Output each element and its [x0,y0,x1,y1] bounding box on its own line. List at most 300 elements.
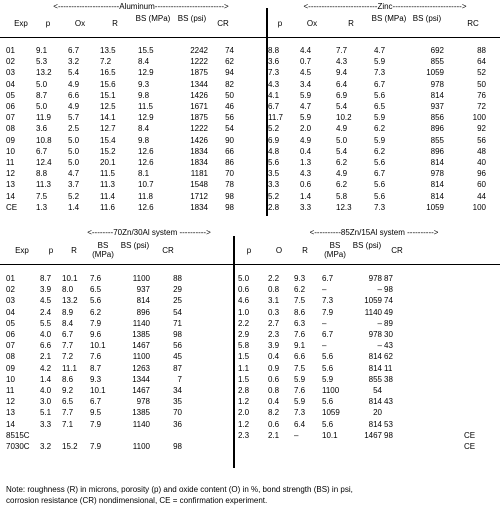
bottom-header-cell: BS (psi) [120,241,150,250]
table-cell: 44 [477,191,486,201]
table-cell: 3.2 [68,57,80,67]
table-cell: 11.3 [100,180,115,190]
table-cell: 87 [173,363,182,373]
table-cell: 5.6 [374,90,386,100]
table-cell: 8.6 [294,307,306,317]
table-cell: 15.1 [100,90,116,100]
table-cell: 90 [225,135,234,145]
table-cell: 9.8 [138,90,150,100]
table-cell: 11 [384,363,393,373]
table-cell: 6.9 [268,135,280,145]
table-cell: 7.6 [90,274,102,283]
table-cell: 4.5 [300,68,312,78]
table-cell: 1.5 [238,374,250,384]
table-cell: 8.9 [62,307,74,317]
table-cell: 89 [384,318,393,328]
experiment-id: 11 [6,158,15,167]
table-cell: 1385 [132,330,150,339]
table-cell: 38 [384,374,393,384]
table-cell: 978 [136,397,150,407]
table-cell: 10.1 [322,430,338,440]
table-cell: 978 [368,330,382,339]
experiment-id: 8515C [6,430,30,440]
table-cell: 937 [430,102,444,111]
table-cell: 5.0 [336,135,348,145]
table-cell: 29 [173,285,182,295]
table-cell: 10.1 [62,274,78,283]
table-cell: 4.9 [336,124,348,134]
table-cell: 6.2 [336,180,348,190]
top-header-cell: BS (MPa) [371,14,407,23]
table-cell: 13.2 [62,296,78,306]
table-cell: 50 [225,90,234,100]
table-cell: 87 [384,274,393,283]
table-cell: 0.4 [268,397,280,407]
table-cell: 814 [430,90,444,100]
bottom-header-cell: R [71,246,77,255]
table-cell: 6.2 [374,124,386,134]
table-cell: 0.4 [300,146,312,156]
experiment-id: 03 [6,296,15,306]
table-cell: 5.0 [68,158,80,167]
table-cell: 62 [225,57,234,67]
table-cell: 1.3 [36,202,48,212]
table-cell: 1.0 [238,307,250,317]
table-cell: 54 [225,124,234,134]
table-cell: 43 [384,341,393,351]
table-cell: 30 [384,330,393,339]
table-cell: 7.5 [36,191,48,201]
table-cell: 5.9 [300,90,312,100]
table-cell: 856 [430,113,444,123]
table-cell: 855 [430,57,444,67]
section-divider-bottom [233,236,235,468]
table-cell: 814 [368,419,382,429]
table-cell: 2.0 [238,408,250,418]
table-cell: 5.4 [68,68,80,78]
table-cell: 7.6 [294,330,306,339]
table-cell: 2.0 [300,124,312,134]
table-cell: 92 [477,124,486,134]
table-cell: 0.9 [268,363,280,373]
table-cell: 11.3 [36,180,51,190]
table-cell: 8.7 [40,274,52,283]
table-cell: 0.6 [268,374,280,384]
table-cell: 8.8 [36,169,48,179]
table-cell: 1140 [132,318,150,328]
bottom-header-cell: R [302,246,308,255]
table-cell: 12.6 [138,158,154,167]
table-cell: 15.2 [100,146,116,156]
table-cell: 7.2 [62,352,74,362]
experiment-id: 12 [6,169,15,179]
table-cell: 2.8 [238,386,250,395]
table-cell: 5.6 [322,419,334,429]
table-cell: 5.0 [68,135,80,145]
table-cell: 0.3 [268,307,280,317]
table-cell: 2.7 [268,318,280,328]
table-cell: 6.7 [90,397,102,407]
table-cell: 7.5 [294,296,306,306]
table-cell: 5.6 [374,158,386,167]
table-cell: 14.1 [100,113,116,123]
table-cell: 692 [430,46,444,55]
table-cell: 15.2 [62,442,78,451]
bottom-header-cell: BS (MPa) [92,241,114,259]
table-cell: 814 [430,180,444,190]
table-cell: 88 [477,46,486,55]
table-cell: 74 [225,46,234,55]
table-cell: 8.7 [90,363,102,373]
table-cell: 9.8 [138,135,150,145]
table-cell: 937 [136,285,150,295]
aluminum-section-title: <-----------------------Aluminum--------------------------> [53,2,229,11]
table-cell: 71 [173,318,182,328]
table-cell: 5.2 [68,191,80,201]
table-cell: 20.1 [100,158,116,167]
table-cell: 1385 [132,408,150,418]
table-cell: – [322,285,327,295]
table-cell: 4.7 [374,46,386,55]
table-cell: 1834 [190,202,208,212]
table-cell: 54 [173,307,182,317]
table-cell: 9.1 [294,341,306,351]
bottom-header-cell: O [275,246,283,255]
experiment-id: 14 [6,191,15,201]
table-cell: 2.5 [68,124,80,134]
footnote-line-1: Note: roughness (R) in microns, porosity (p) and oxide content (O) in %, bond strength (BS) in psi, [6,485,353,494]
table-cell: 3.4 [300,79,312,89]
table-cell: 5.9 [294,397,306,407]
table-cell: 10.8 [36,135,52,145]
top-header-cell: p [277,19,283,28]
table-cell: 6.3 [294,318,306,328]
experiment-id: 02 [6,285,15,295]
table-cell: 96 [477,169,486,179]
bottom-header-cell: BS (psi) [352,241,382,250]
table-cell: 896 [430,124,444,134]
table-cell: 4.9 [68,79,80,89]
table-cell: 98 [384,285,393,295]
table-cell: 1.1 [238,363,250,373]
table-cell: 11.5 [100,169,115,179]
table-cell: 6.2 [374,146,386,156]
table-cell: 6.7 [322,330,334,339]
top-header-cell: RC [467,19,479,28]
table-cell: 5.9 [374,113,386,123]
table-cell: 855 [368,374,382,384]
table-cell: CE [464,442,476,451]
table-cell: 8.7 [36,90,48,100]
experiment-id: 04 [6,307,15,317]
table-cell: 814 [368,352,382,362]
table-cell: 52 [477,68,486,78]
experiment-id: 13 [6,180,15,190]
table-cell: 7.6 [90,352,102,362]
table-cell: 11.7 [268,113,283,123]
table-cell: 1059 [426,202,444,212]
table-cell: – [377,318,382,328]
top-header-cell: Ox [74,19,86,28]
table-cell: 8.4 [138,124,150,134]
table-cell: 1222 [190,124,208,134]
table-cell: 4.9 [68,102,80,111]
table-cell: 7 [177,374,182,384]
table-cell: 9.3 [138,79,150,89]
bottom-header-cell: Exp [15,246,29,255]
table-cell: 8.4 [62,318,74,328]
experiment-id: 08 [6,124,15,134]
experiment-id: 14 [6,419,15,429]
table-cell: 34 [173,386,182,395]
table-cell: 7.6 [294,386,306,395]
table-cell: 78 [225,180,234,190]
table-cell: 15.6 [100,79,116,89]
table-cell: 1.2 [238,397,250,407]
table-cell: 3.3 [40,419,52,429]
table-cell: 82 [225,79,234,89]
table-cell: 48 [477,146,486,156]
top-header-cell: BS (psi) [412,14,442,23]
table-cell: 12.5 [100,102,116,111]
table-cell: 60 [477,180,486,190]
experiment-id: 08 [6,352,15,362]
footnote-line-2: corrosion resistance (CR) nondimensional, CE = confirmation experiment. [6,496,268,505]
table-cell: 9.5 [90,408,102,418]
table-cell: 54 [373,386,382,395]
table-cell: 1.4 [300,191,312,201]
table-cell: 1100 [132,352,150,362]
table-cell: 1467 [364,430,382,440]
experiment-id: 03 [6,68,15,78]
table-cell: 7.9 [90,419,102,429]
table-cell: 13.5 [100,46,116,55]
table-cell: 5.6 [322,397,334,407]
table-cell: 12.4 [36,158,52,167]
table-cell: 5.9 [374,57,386,67]
table-cell: 86 [225,158,234,167]
table-cell: 100 [472,202,486,212]
table-cell: 3.9 [268,341,280,351]
table-cell: – [294,430,299,440]
table-cell: 1344 [132,374,150,384]
top-header-cell: R [112,19,118,28]
table-cell: 6.5 [62,397,74,407]
table-cell: 1.5 [238,352,250,362]
top-header-cell: p [45,19,51,28]
table-cell: 76 [477,90,486,100]
experiment-id: 09 [6,363,15,373]
table-cell: 6.2 [336,158,348,167]
table-cell: 3.2 [40,442,52,451]
table-cell: – [377,285,382,295]
table-cell: 9.6 [90,330,102,339]
table-cell: 5.6 [268,158,280,167]
table-cell: 43 [384,397,393,407]
table-cell: 7.3 [294,408,306,418]
table-cell: 6.5 [374,102,386,111]
table-cell: 6.7 [268,102,280,111]
table-cell: 5.6 [322,363,334,373]
table-cell: 8.8 [268,46,280,55]
table-cell: 1.3 [300,158,312,167]
experiment-id: 07 [6,113,15,123]
table-cell: 0.6 [238,285,250,295]
table-cell: 3.0 [40,397,52,407]
table-cell: 814 [368,397,382,407]
table-cell: 2242 [190,46,208,55]
table-cell: 6.9 [336,90,348,100]
table-cell: 6.4 [336,79,348,89]
table-cell: 1712 [190,191,208,201]
table-cell: 20 [373,408,382,418]
table-cell: 4.0 [40,330,52,339]
experiment-id: 10 [6,146,15,156]
table-cell: 70 [225,169,234,179]
table-cell: 8.2 [268,408,280,418]
bottom-header-cell: CR [391,246,403,255]
table-cell: 2.9 [238,330,250,339]
table-cell: 1100 [132,442,150,451]
table-cell: 5.0 [36,102,48,111]
table-cell: 35 [173,397,182,407]
table-cell: 7.9 [90,318,102,328]
top-header-cell: R [348,19,354,28]
table-cell: 12.6 [138,202,154,212]
table-cell: 8.1 [138,169,150,179]
table-cell: 3.6 [36,124,48,134]
zn15al-section-title: <----------85Zn/15Al system ----------> [309,228,439,237]
table-cell: 2.2 [238,318,250,328]
table-cell: 1875 [190,113,208,123]
table-cell: 1263 [132,363,150,373]
table-cell: 6.6 [68,90,80,100]
table-cell: 7.3 [268,68,280,78]
table-cell: – [322,318,327,328]
table-cell: 1426 [190,90,208,100]
table-cell: 978 [430,79,444,89]
table-cell: 16.5 [100,68,116,78]
table-cell: 5.6 [374,180,386,190]
top-header-cell: BS (MPa) [135,14,171,23]
table-cell: 2.2 [268,274,280,283]
experiment-id: 12 [6,397,15,407]
table-cell: 1834 [190,146,208,156]
experiment-id: 07 [6,341,15,351]
table-cell: 1834 [190,158,208,167]
table-cell: – [322,341,327,351]
table-cell: 10.1 [90,341,106,351]
table-cell: 896 [430,146,444,156]
experiment-id: 06 [6,102,15,111]
table-cell: 5.0 [36,79,48,89]
table-cell: 3.1 [268,296,280,306]
table-cell: 15.5 [138,46,154,55]
table-cell: 5.5 [40,318,52,328]
table-cell: 8.0 [62,285,74,295]
table-cell: 56 [477,135,486,145]
table-cell: 5.4 [336,102,348,111]
table-cell: 8.6 [62,374,74,384]
zn30al-section-title: <--------70Zn/30Al system ----------> [87,228,211,237]
bottom-header-cell: p [48,246,54,255]
table-cell: 7.7 [336,46,348,55]
table-cell: 2.1 [40,352,52,362]
table-cell: 0.7 [300,57,312,67]
table-cell: 6.7 [62,330,74,339]
table-cell: 6.7 [374,79,386,89]
table-cell: 6.7 [68,46,80,55]
table-cell: 1671 [190,102,208,111]
table-cell: 1100 [322,386,340,395]
table-cell: 9.3 [294,274,306,283]
table-cell: 12.7 [100,124,116,134]
table-cell: 46 [225,102,234,111]
table-cell: 2.3 [238,430,250,440]
table-cell: 5.6 [374,191,386,201]
table-cell: 5.1 [40,408,52,418]
table-cell: 9.4 [336,68,348,78]
table-cell: 896 [136,307,150,317]
table-cell: 1426 [190,135,208,145]
table-cell: 1140 [364,307,382,317]
table-cell: 3.5 [268,169,280,179]
table-cell: 74 [384,296,393,306]
table-cell: 978 [368,274,382,283]
table-cell: 5.9 [294,374,306,384]
table-cell: 4.3 [300,169,312,179]
table-cell: 3.6 [268,57,280,67]
table-cell: 5.6 [322,352,334,362]
table-cell: 2.4 [40,307,52,317]
table-cell: 6.6 [40,341,52,351]
table-cell: 1467 [132,386,150,395]
table-cell: 2.1 [268,430,280,440]
top-header-cell: BS (psi) [177,14,207,23]
table-cell: 4.8 [268,146,280,156]
table-cell: 0.8 [268,386,280,395]
table-cell: 12.9 [138,113,154,123]
table-cell: 3.7 [68,180,80,190]
table-cell: 36 [173,419,182,429]
table-cell: 814 [430,158,444,167]
table-cell: 1181 [190,169,208,179]
table-cell: 814 [136,296,150,306]
table-cell: 11.1 [62,363,77,373]
table-cell: 5.7 [68,113,80,123]
table-cell: 1.2 [238,419,250,429]
table-cell: 98 [173,330,182,339]
bottom-header-cell: CR [162,246,174,255]
table-cell: 7.1 [62,419,74,429]
table-cell: 56 [225,113,234,123]
table-cell: 4.9 [336,169,348,179]
top-header-cell: Ox [306,19,318,28]
table-cell: 11.9 [36,113,51,123]
table-cell: 0.4 [268,352,280,362]
table-cell: 98 [225,191,234,201]
table-cell: 1875 [190,68,208,78]
bottom-header-cell: BS (MPa) [324,241,346,259]
table-cell: 4.1 [268,90,280,100]
top-header-rule [0,37,500,38]
table-cell: 4.2 [40,363,52,373]
experiment-id: CE [6,202,18,212]
table-cell: 10.7 [138,180,154,190]
table-cell: 12.9 [138,68,154,78]
table-cell: 12.3 [336,202,352,212]
table-cell: 3.3 [300,202,312,212]
